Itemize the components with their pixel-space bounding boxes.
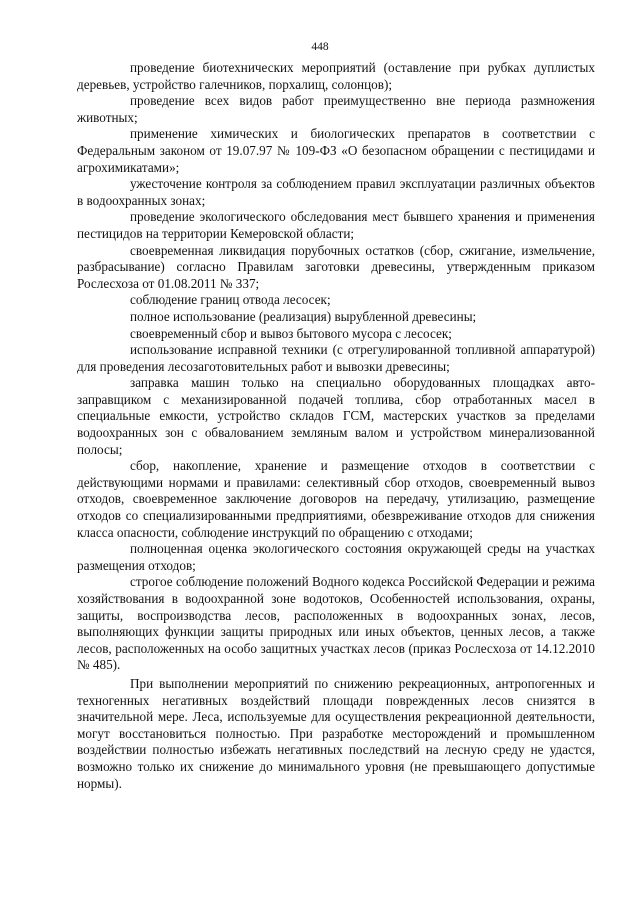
paragraph: полное использование (реализация) вырубленной древесины; bbox=[130, 308, 477, 324]
paragraph: заправка машин только на специально оборудованных площадках автозаправщиком с механизированной подачей топлива, сбор отработанных масел в специальные емкости, устройство складов ГСМ, мастерских участков за пределами водоохранных зон с обвалованием земляным валом и устройством минерализованной полосы; bbox=[77, 375, 595, 457]
document-body bbox=[77, 60, 595, 792]
paragraph: При выполнении мероприятий по снижению рекреационных, антропогенных и техногенных негативных воздействий площади поврежденных лесов снизятся в значительной мере. Леса, используемые для осуществления рекреационной деятельности, могут восстановиться полностью. При разработке месторождений и промышленном воздействии полностью избежать негативных последствий на лесную среду не удастся, возможно только их снижение до минимального уровня (не превышающего допустимые нормы). bbox=[77, 675, 595, 791]
paragraph: использование исправной техники (с отрегулированной топливной аппаратурой) для проведения лесозаготовительных работ и вывозки древесины; bbox=[77, 342, 595, 374]
paragraph: ужесточение контроля за соблюдением правил эксплуатации различных объектов в водоохранных зонах; bbox=[77, 176, 595, 208]
paragraph: проведение экологического обследования мест бывшего хранения и применения пестицидов на территории Кемеровской области; bbox=[77, 209, 595, 241]
paragraph: строгое соблюдение положений Водного кодекса Российской Федерации и режима хозяйствования в водоохранной зоне водотоков, Особенностей использования, охраны, защиты, воспроизводства лесов, расположенных в водоохранных зонах, лесов, выполняющих функции защиты природных или иных объектов, ценных лесов, а также лесов, расположенных на особо защитных участках лесов (приказ Рослесхоза от 14.12.2010 № 485). bbox=[77, 574, 595, 673]
paragraph: полноценная оценка экологического состояния окружающей среды на участках размещения отходов; bbox=[77, 541, 595, 573]
paragraph: проведение всех видов работ преимущественно вне периода размножения животных; bbox=[77, 93, 595, 125]
page-number: 448 bbox=[311, 41, 329, 53]
paragraph: проведение биотехнических мероприятий (оставление при рубках дуплистых деревьев, устройство галечников, порхалищ, солонцов); bbox=[77, 60, 595, 92]
paragraph: своевременная ликвидация порубочных остатков (сбор, сжигание, измельчение, разбрасывание) согласно Правилам заготовки древесины, утвержденным приказом Рослесхоза от 01.08.2011 № 337; bbox=[77, 242, 595, 291]
paragraph: сбор, накопление, хранение и размещение отходов в соответствии с действующими нормами и правилами: селективный сбор отходов, своевременный вывоз отходов, своевременное заключение договоров на передачу, утилизацию, размещение отходов со специализированными предприятиями, обезвреживание отходов для снижения класса опасности, соблюдение инструкций по обращению с отходами; bbox=[77, 458, 595, 540]
paragraph: применение химических и биологических препаратов в соответствии с Федеральным законом от 19.07.97 № 109-ФЗ «О безопасном обращении с пестицидами и агрохимикатами»; bbox=[77, 126, 595, 175]
paragraph: соблюдение границ отвода лесосек; bbox=[130, 292, 331, 308]
paragraph: своевременный сбор и вывоз бытового мусора с лесосек; bbox=[130, 325, 452, 341]
